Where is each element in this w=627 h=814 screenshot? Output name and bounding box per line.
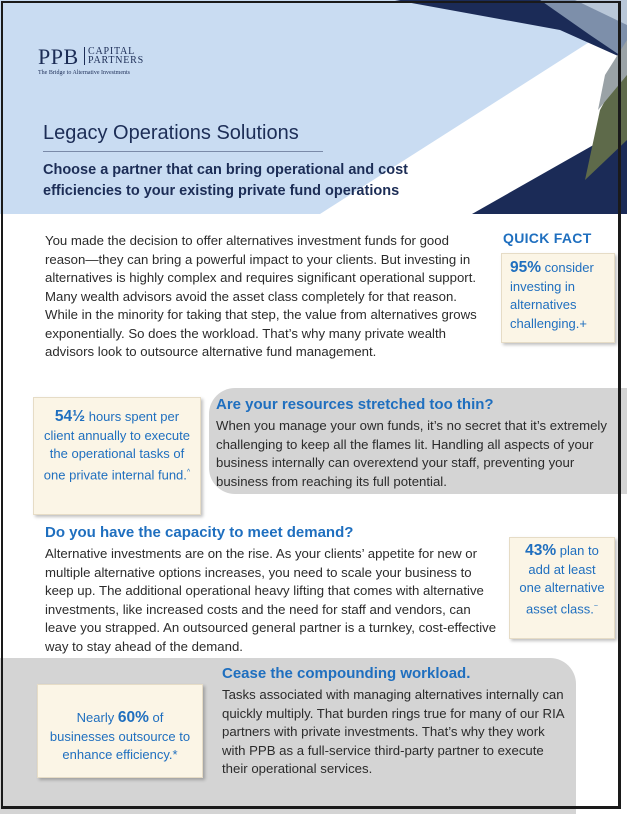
stat-asset-mark: ~ <box>593 602 598 610</box>
capacity-paragraph: Alternative investments are on the rise. As your clients’ appetite for new or multiple alternative options increases, you need to scale your business to keep up. The additional operational heavy lifting that comes with alternative investments, like increased costs and the need for staff and vendors, can leave you strapped. An outsourced general partner is a turnkey, cost-effective way to stay ahead of the demand. <box>45 546 497 654</box>
stat-box-hours <box>33 397 201 515</box>
stat-hours-number: 54½ <box>54 408 86 425</box>
page-subtitle: Choose a partner that can bring operational and cost efficiencies to your existing private fund operations <box>43 162 408 199</box>
workload-heading: Cease the compounding workload. <box>222 665 471 682</box>
stat-box-outsource <box>37 684 203 778</box>
logo-capital-partners <box>84 47 144 65</box>
intro-paragraph: You made the decision to offer alternatives investment funds for good reason—they can bring a powerful impact to your clients. But investing in alternatives is highly complex and requires significant operational support. Many wealth advisors avoid the asset class completely for that reason. While in the minority for taking that step, the value from alternatives grows exponentially. So does the workload. That’s why many private wealth advisors look to outsource alternative fund management. <box>45 233 477 359</box>
logo-ppb-text: PPB <box>38 44 79 69</box>
title-divider <box>43 151 323 152</box>
logo-tagline: The Bridge to Alternative Investments <box>38 70 130 76</box>
resources-heading: Are your resources stretched too thin? <box>216 396 494 413</box>
page-title: Legacy Operations Solutions <box>43 122 299 144</box>
quick-fact-box <box>501 253 615 343</box>
stat-hours-text: hours spent per client annually to execute the operational tasks of one private internal fund. <box>43 409 190 482</box>
logo-capital-text: CAPITAL <box>88 46 136 57</box>
stat-outsource-text: of businesses outsource to enhance efficiency.* <box>49 710 191 762</box>
quick-fact-mark: + <box>579 315 587 331</box>
logo-partners-text: PARTNERS <box>88 55 145 66</box>
quick-fact-label: QUICK FACT <box>503 230 592 246</box>
stat-asset-number: 43% <box>525 542 557 559</box>
stat-asset-text: plan to add at least one alternative asset class. <box>519 543 605 616</box>
quick-fact-text: consider investing in alternatives challenging. <box>510 260 594 331</box>
quick-fact-number: 95% <box>510 259 542 276</box>
capacity-heading: Do you have the capacity to meet demand? <box>45 524 354 541</box>
stat-box-asset-class <box>509 537 615 639</box>
stat-outsource-prefix: Nearly <box>76 710 115 725</box>
resources-paragraph: When you manage your own funds, it’s no secret that it’s extremely challenging to keep all the flames lit. Handling all aspects of your business internally can overextend your staff, preventing your business from reaching its full potential. <box>216 418 607 489</box>
stat-hours-mark: ^ <box>186 468 191 476</box>
stat-outsource-number: 60% <box>117 709 149 726</box>
workload-paragraph: Tasks associated with managing alternatives internally can quickly multiply. That burden rings true for many of our RIA partners with private investments. That’s why they work with PPB as a full-service third-party partner to execute their operational services. <box>222 687 564 776</box>
